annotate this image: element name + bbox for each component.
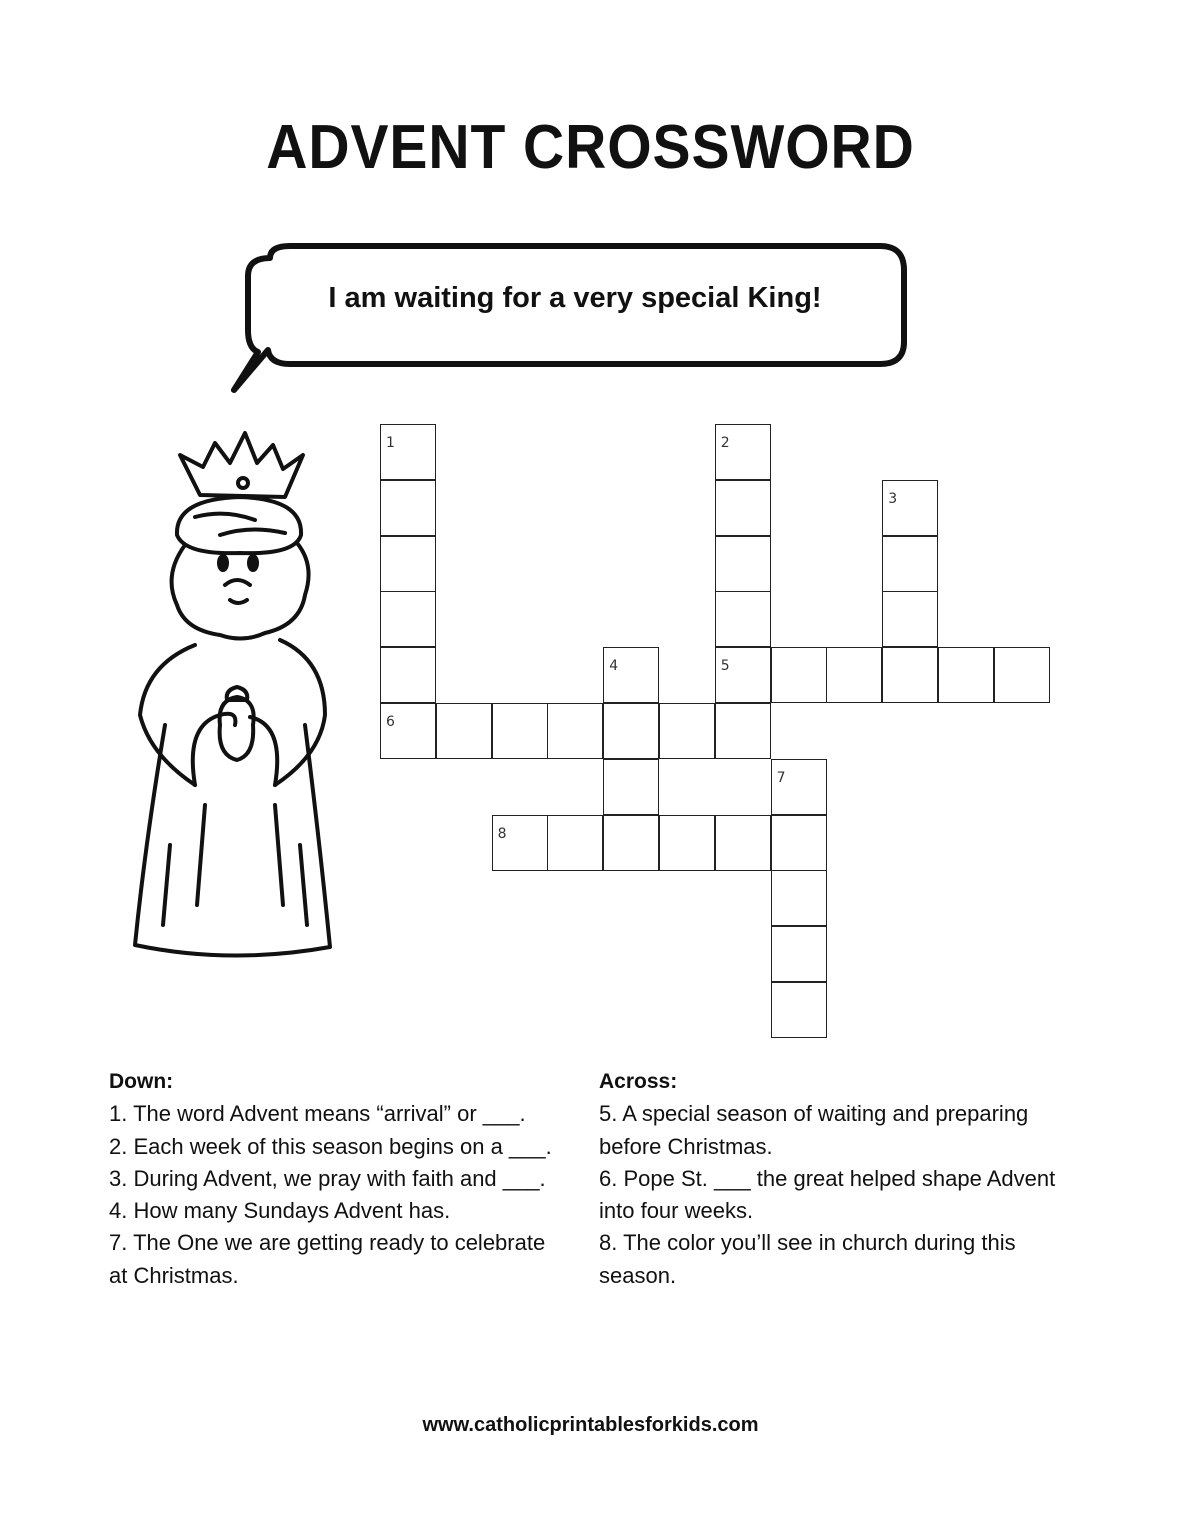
crossword-cell[interactable] <box>659 815 715 871</box>
crossword-cell[interactable] <box>771 759 827 815</box>
king-illustration <box>125 425 340 970</box>
down-clue: 2. Each week of this season begins on a ___. <box>109 1133 552 1159</box>
down-clue: 1. The word Advent means “arrival” or ___. <box>109 1101 526 1127</box>
down-heading: Down: <box>109 1070 174 1093</box>
page-title: ADVENT CROSSWORD <box>266 113 915 182</box>
down-clue: 4. How many Sundays Advent has. <box>109 1198 451 1224</box>
crossword-cell[interactable] <box>547 815 603 871</box>
crossword-cell[interactable] <box>938 647 994 703</box>
crossword-cell[interactable] <box>715 424 771 480</box>
crossword-cell[interactable] <box>659 703 715 759</box>
crossword-cell[interactable] <box>603 647 659 703</box>
crossword-cell[interactable] <box>771 815 827 871</box>
across-clue: 5. A special season of waiting and preparing before Christmas. <box>599 1101 1029 1159</box>
crossword-cell[interactable] <box>380 647 436 703</box>
crossword-cell[interactable] <box>771 982 827 1038</box>
crossword-cell[interactable] <box>715 480 771 536</box>
crossword-cell[interactable] <box>771 870 827 926</box>
crossword-cell[interactable] <box>715 647 771 703</box>
crossword-cell[interactable] <box>380 536 436 592</box>
down-clues <box>109 1066 559 1292</box>
crossword-cell[interactable] <box>771 647 827 703</box>
clue-number: 4 <box>609 658 619 675</box>
across-clue: 8. The color you’ll see in church during this season. <box>599 1230 1016 1288</box>
crossword-cell[interactable] <box>715 591 771 647</box>
clue-number: 6 <box>386 714 395 730</box>
crossword-cell[interactable] <box>715 703 771 759</box>
speech-bubble-text: I am waiting for a very special King! <box>328 282 822 314</box>
down-clue: 3. During Advent, we pray with faith and ___. <box>109 1165 546 1191</box>
crossword-cell[interactable] <box>994 647 1050 703</box>
crossword-cell[interactable] <box>715 815 771 871</box>
across-heading: Across: <box>599 1070 678 1093</box>
crossword-cell[interactable] <box>882 480 938 536</box>
crossword-cell[interactable] <box>771 926 827 982</box>
crossword-cell[interactable] <box>492 815 548 871</box>
crossword-cell[interactable] <box>715 536 771 592</box>
crossword-cell[interactable] <box>380 424 436 480</box>
crossword-cell[interactable] <box>826 647 882 703</box>
crossword-cell[interactable] <box>380 480 436 536</box>
crossword-cell[interactable] <box>882 536 938 592</box>
clue-number: 2 <box>720 435 730 451</box>
clue-number: 1 <box>386 435 395 451</box>
crossword-cell[interactable] <box>380 591 436 647</box>
clue-number: 5 <box>720 658 730 675</box>
across-clue: 6. Pope St. ___ the great helped shape Advent into four weeks. <box>599 1165 1056 1224</box>
down-clue: 7. The One we are getting ready to celebrate at Christmas. <box>109 1230 546 1288</box>
crossword-cell[interactable] <box>603 759 659 815</box>
website-footer: www.catholicprintablesforkids.com <box>422 1414 759 1436</box>
across-clues <box>599 1066 1069 1292</box>
crossword-cell[interactable] <box>547 703 603 759</box>
crossword-cell[interactable] <box>380 703 436 759</box>
crossword-cell[interactable] <box>882 647 938 703</box>
clue-number: 3 <box>888 490 898 507</box>
clue-number: 8 <box>497 825 507 842</box>
crossword-cell[interactable] <box>603 703 659 759</box>
crossword-cell[interactable] <box>436 703 492 759</box>
crossword-cell[interactable] <box>492 703 548 759</box>
crossword-cell[interactable] <box>603 815 659 871</box>
crossword-cell[interactable] <box>882 591 938 647</box>
speech-bubble <box>230 240 910 400</box>
clue-number: 7 <box>776 769 786 786</box>
